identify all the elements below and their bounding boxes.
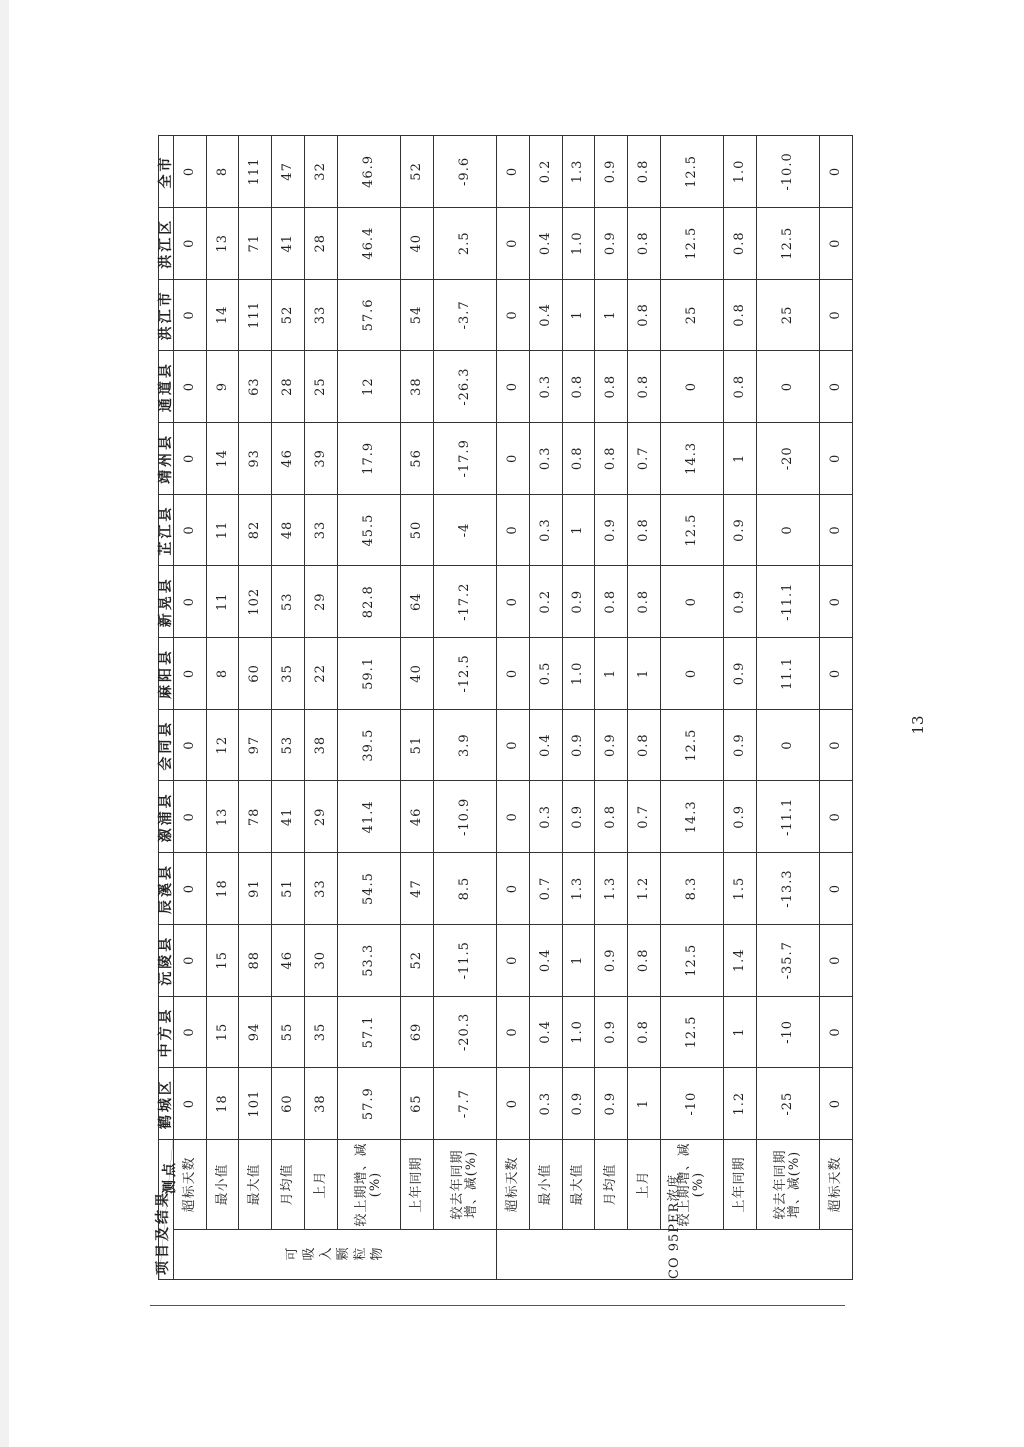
value-cell: 8.3 [660,853,723,925]
value-cell: 0.3 [529,781,562,853]
value-cell: 52 [272,279,305,351]
corner-station-label: 测点 [162,1160,178,1194]
value-cell: 29 [304,781,337,853]
value-cell: 0.8 [724,207,757,279]
table-row [724,136,757,1280]
value-cell: 14 [206,422,239,494]
value-cell: 38 [304,709,337,781]
value-cell: 46.9 [337,136,400,208]
column-header: 中方县 [159,996,174,1068]
value-cell: 0 [174,207,207,279]
row-label: 较上期增、减(%) [660,1140,723,1230]
value-cell: 57.6 [337,279,400,351]
value-cell: 0 [174,781,207,853]
value-cell: 48 [272,494,305,566]
column-header: 麻阳县 [159,638,174,710]
row-label: 超标天数 [174,1140,207,1230]
value-cell: 28 [304,207,337,279]
value-cell: 12.5 [660,136,723,208]
value-cell: 18 [206,1068,239,1140]
value-cell: -7.7 [433,1068,496,1140]
row-label: 月均值 [272,1140,305,1230]
value-cell: 0 [820,207,853,279]
value-cell: 94 [239,996,272,1068]
value-cell: 1.0 [562,996,595,1068]
bottom-rule [150,1305,845,1306]
value-cell: 13 [206,781,239,853]
table-row [239,136,272,1280]
table-row [337,136,400,1280]
column-header: 洪江区 [159,207,174,279]
value-cell: 0.9 [595,1068,628,1140]
value-cell: 0 [820,566,853,638]
value-cell: 54.5 [337,853,400,925]
value-cell: 0.8 [627,924,660,996]
column-header: 全市 [159,136,174,208]
value-cell: 0.9 [724,494,757,566]
value-cell: 14 [206,279,239,351]
rotated-table-container [155,135,853,1280]
value-cell: 63 [239,351,272,423]
value-cell: 0 [174,996,207,1068]
value-cell: 1.3 [562,853,595,925]
value-cell: 0.8 [562,351,595,423]
row-label: 上年同期 [724,1140,757,1230]
value-cell: 0.9 [724,638,757,710]
value-cell: 101 [239,1068,272,1140]
value-cell: 0 [497,136,530,208]
table-row [433,136,496,1280]
value-cell: 0 [174,136,207,208]
value-cell: 0 [497,351,530,423]
table-row [660,136,723,1280]
value-cell: -9.6 [433,136,496,208]
value-cell: 51 [400,709,433,781]
column-header: 沅陵县 [159,924,174,996]
value-cell: 0.8 [627,709,660,781]
value-cell: 0.8 [595,422,628,494]
value-cell: 0.8 [562,422,595,494]
value-cell: 11 [206,494,239,566]
row-label: 较上期增、减(%) [337,1140,400,1230]
value-cell: 1.5 [724,853,757,925]
value-cell: 12.5 [756,207,819,279]
value-cell: 60 [272,1068,305,1140]
value-cell: 0 [820,853,853,925]
value-cell: 15 [206,924,239,996]
row-label: 较去年同期增、减(%) [433,1140,496,1230]
value-cell: 88 [239,924,272,996]
value-cell: 93 [239,422,272,494]
value-cell: 38 [304,1068,337,1140]
table-row [206,136,239,1280]
value-cell: 47 [400,853,433,925]
value-cell: 0.4 [529,207,562,279]
value-cell: 59.1 [337,638,400,710]
value-cell: 0 [660,566,723,638]
column-header: 溆浦县 [159,781,174,853]
value-cell: 46 [272,924,305,996]
row-label: 最大值 [239,1140,272,1230]
value-cell: -10.0 [756,136,819,208]
value-cell: 12.5 [660,996,723,1068]
value-cell: -26.3 [433,351,496,423]
value-cell: 0 [497,853,530,925]
value-cell: 12.5 [660,494,723,566]
value-cell: 1 [627,1068,660,1140]
row-label: 上年同期 [400,1140,433,1230]
table-row [627,136,660,1280]
table-row [756,136,819,1280]
value-cell: 12 [337,351,400,423]
value-cell: 0 [497,781,530,853]
air-quality-table [155,135,853,1280]
value-cell: 0.9 [724,781,757,853]
value-cell: 0.8 [627,566,660,638]
row-label: 上月 [304,1140,337,1230]
value-cell: 25 [756,279,819,351]
value-cell: 8 [206,136,239,208]
value-cell: 0.9 [595,494,628,566]
value-cell: 69 [400,996,433,1068]
value-cell: 35 [304,996,337,1068]
value-cell: -13.3 [756,853,819,925]
value-cell: 0.8 [595,781,628,853]
value-cell: 1 [595,279,628,351]
column-header: 通道县 [159,351,174,423]
value-cell: 0 [497,207,530,279]
value-cell: 0 [174,709,207,781]
value-cell: 41 [272,781,305,853]
value-cell: 51 [272,853,305,925]
value-cell: -11.5 [433,924,496,996]
value-cell: 0.2 [529,566,562,638]
value-cell: 0 [174,853,207,925]
row-label: 月均值 [595,1140,628,1230]
value-cell: 0.9 [562,566,595,638]
value-cell: 1 [724,422,757,494]
value-cell: 97 [239,709,272,781]
table-row [304,136,337,1280]
column-header: 辰溪县 [159,853,174,925]
value-cell: 0 [174,1068,207,1140]
row-label: 最小值 [206,1140,239,1230]
value-cell: 102 [239,566,272,638]
column-header: 鹤城区 [159,1068,174,1140]
value-cell: 45.5 [337,494,400,566]
value-cell: 0.9 [562,781,595,853]
value-cell: 0 [497,422,530,494]
value-cell: 0 [174,566,207,638]
value-cell: 17.9 [337,422,400,494]
value-cell: 0 [497,709,530,781]
value-cell: 8.5 [433,853,496,925]
value-cell: 0 [497,924,530,996]
value-cell: 12.5 [660,709,723,781]
value-cell: 3.9 [433,709,496,781]
value-cell: 64 [400,566,433,638]
column-header: 会同县 [159,709,174,781]
table-row [595,136,628,1280]
value-cell: 0 [497,494,530,566]
value-cell: -17.2 [433,566,496,638]
value-cell: 0.4 [529,279,562,351]
value-cell: 0 [174,279,207,351]
value-cell: 1.4 [724,924,757,996]
value-cell: 65 [400,1068,433,1140]
table-row [529,136,562,1280]
value-cell: 50 [400,494,433,566]
value-cell: -11.1 [756,566,819,638]
value-cell: 41.4 [337,781,400,853]
corner-item-label: 项目及结果 [155,1190,171,1275]
value-cell: 53 [272,566,305,638]
column-header: 靖州县 [159,422,174,494]
page-edge [0,0,9,1447]
value-cell: 0.9 [595,924,628,996]
value-cell: 0.9 [724,709,757,781]
value-cell: 0 [820,638,853,710]
value-cell: 53 [272,709,305,781]
value-cell: 0 [660,351,723,423]
value-cell: 1 [627,638,660,710]
table-row [820,136,853,1280]
value-cell: 0.8 [595,351,628,423]
value-cell: 78 [239,781,272,853]
value-cell: 54 [400,279,433,351]
value-cell: 0.8 [627,996,660,1068]
value-cell: 0.2 [529,136,562,208]
header-row [159,136,174,1280]
value-cell: 0 [820,351,853,423]
value-cell: 0 [660,638,723,710]
value-cell: 0.9 [595,709,628,781]
value-cell: 0.8 [627,351,660,423]
value-cell: 13 [206,207,239,279]
value-cell: 2.5 [433,207,496,279]
value-cell: 0 [497,638,530,710]
value-cell: 0.8 [627,136,660,208]
value-cell: 29 [304,566,337,638]
value-cell: 82.8 [337,566,400,638]
value-cell: 35 [272,638,305,710]
value-cell: 57.9 [337,1068,400,1140]
value-cell: 46 [272,422,305,494]
value-cell: 0 [756,494,819,566]
value-cell: 14.3 [660,422,723,494]
value-cell: 1.3 [595,853,628,925]
value-cell: 0 [820,1068,853,1140]
table-row [400,136,433,1280]
value-cell: 0.3 [529,351,562,423]
value-cell: 111 [239,136,272,208]
value-cell: 0 [174,422,207,494]
value-cell: 14.3 [660,781,723,853]
value-cell: 0.8 [627,279,660,351]
value-cell: 55 [272,996,305,1068]
value-cell: -4 [433,494,496,566]
value-cell: -25 [756,1068,819,1140]
row-label: 较去年同期增、减(%) [756,1140,819,1230]
value-cell: 0.9 [595,996,628,1068]
row-label: 超标天数 [497,1140,530,1230]
column-header: 新晃县 [159,566,174,638]
value-cell: 11 [206,566,239,638]
value-cell: 1.0 [562,638,595,710]
value-cell: 0 [820,279,853,351]
value-cell: -17.9 [433,422,496,494]
table-row [562,136,595,1280]
value-cell: 0.7 [529,853,562,925]
value-cell: -20 [756,422,819,494]
value-cell: 0.3 [529,1068,562,1140]
row-label: 最小值 [529,1140,562,1230]
value-cell: 0 [756,709,819,781]
value-cell: 0.3 [529,494,562,566]
value-cell: 1.2 [627,853,660,925]
table-row [174,136,207,1280]
value-cell: 0 [820,709,853,781]
group-label: 可吸入颗粒物 [285,1246,386,1261]
value-cell: 0 [756,351,819,423]
value-cell: 0 [820,136,853,208]
table-row [272,136,305,1280]
value-cell: 111 [239,279,272,351]
value-cell: 1.2 [724,1068,757,1140]
value-cell: 1 [562,924,595,996]
value-cell: -12.5 [433,638,496,710]
value-cell: 12 [206,709,239,781]
value-cell: 39 [304,422,337,494]
value-cell: 0.4 [529,996,562,1068]
value-cell: 52 [400,924,433,996]
value-cell: 18 [206,853,239,925]
value-cell: 9 [206,351,239,423]
value-cell: 82 [239,494,272,566]
value-cell: 8 [206,638,239,710]
value-cell: 46 [400,781,433,853]
value-cell: 33 [304,853,337,925]
value-cell: 33 [304,494,337,566]
value-cell: 0.9 [562,709,595,781]
value-cell: -35.7 [756,924,819,996]
value-cell: 53.3 [337,924,400,996]
value-cell: 0 [497,566,530,638]
value-cell: 0 [497,996,530,1068]
value-cell: 91 [239,853,272,925]
row-label: 上月 [627,1140,660,1230]
group-label: CO 95PER浓度 [666,1173,682,1279]
value-cell: 0.9 [595,136,628,208]
table-row [497,136,530,1280]
value-cell: 0.4 [529,709,562,781]
value-cell: 0 [820,422,853,494]
value-cell: 0.8 [627,207,660,279]
value-cell: 0 [497,1068,530,1140]
value-cell: 46.4 [337,207,400,279]
value-cell: 0 [174,494,207,566]
value-cell: 40 [400,638,433,710]
value-cell: 1 [724,996,757,1068]
value-cell: 56 [400,422,433,494]
value-cell: 0.5 [529,638,562,710]
value-cell: -3.7 [433,279,496,351]
value-cell: 0 [820,781,853,853]
value-cell: 39.5 [337,709,400,781]
value-cell: 57.1 [337,996,400,1068]
value-cell: 32 [304,136,337,208]
value-cell: -11.1 [756,781,819,853]
value-cell: 11.1 [756,638,819,710]
value-cell: 30 [304,924,337,996]
value-cell: 0.7 [627,422,660,494]
value-cell: 1.3 [562,136,595,208]
value-cell: 0.9 [724,566,757,638]
row-label: 超标天数 [820,1140,853,1230]
page-number: 13 [909,715,927,735]
value-cell: 12.5 [660,924,723,996]
value-cell: -20.3 [433,996,496,1068]
corner-header-cell [155,1140,178,1280]
column-header: 芷江县 [159,494,174,566]
value-cell: 0 [497,279,530,351]
value-cell: 0 [174,924,207,996]
value-cell: 40 [400,207,433,279]
value-cell: 0 [820,996,853,1068]
value-cell: 25 [304,351,337,423]
row-label: 最大值 [562,1140,595,1230]
value-cell: 0.7 [627,781,660,853]
value-cell: 0 [820,924,853,996]
value-cell: -10 [660,1068,723,1140]
value-cell: 41 [272,207,305,279]
column-header: 洪江市 [159,279,174,351]
value-cell: 52 [400,136,433,208]
value-cell: 60 [239,638,272,710]
value-cell: 0.8 [627,494,660,566]
value-cell: 1.0 [562,207,595,279]
value-cell: 0.8 [595,566,628,638]
value-cell: 0.3 [529,422,562,494]
value-cell: 1.0 [724,136,757,208]
value-cell: 0 [174,638,207,710]
table-body [174,136,853,1280]
group-label-cell [174,1230,497,1280]
value-cell: -10.9 [433,781,496,853]
value-cell: 0.8 [724,351,757,423]
value-cell: 22 [304,638,337,710]
value-cell: 0.8 [724,279,757,351]
value-cell: 0 [820,494,853,566]
value-cell: 33 [304,279,337,351]
value-cell: 47 [272,136,305,208]
value-cell: 15 [206,996,239,1068]
value-cell: 0 [174,351,207,423]
value-cell: 0.4 [529,924,562,996]
value-cell: 1 [595,638,628,710]
value-cell: -10 [756,996,819,1068]
value-cell: 1 [562,494,595,566]
value-cell: 0.9 [595,207,628,279]
value-cell: 28 [272,351,305,423]
value-cell: 1 [562,279,595,351]
value-cell: 38 [400,351,433,423]
value-cell: 25 [660,279,723,351]
value-cell: 12.5 [660,207,723,279]
value-cell: 0.9 [562,1068,595,1140]
value-cell: 71 [239,207,272,279]
